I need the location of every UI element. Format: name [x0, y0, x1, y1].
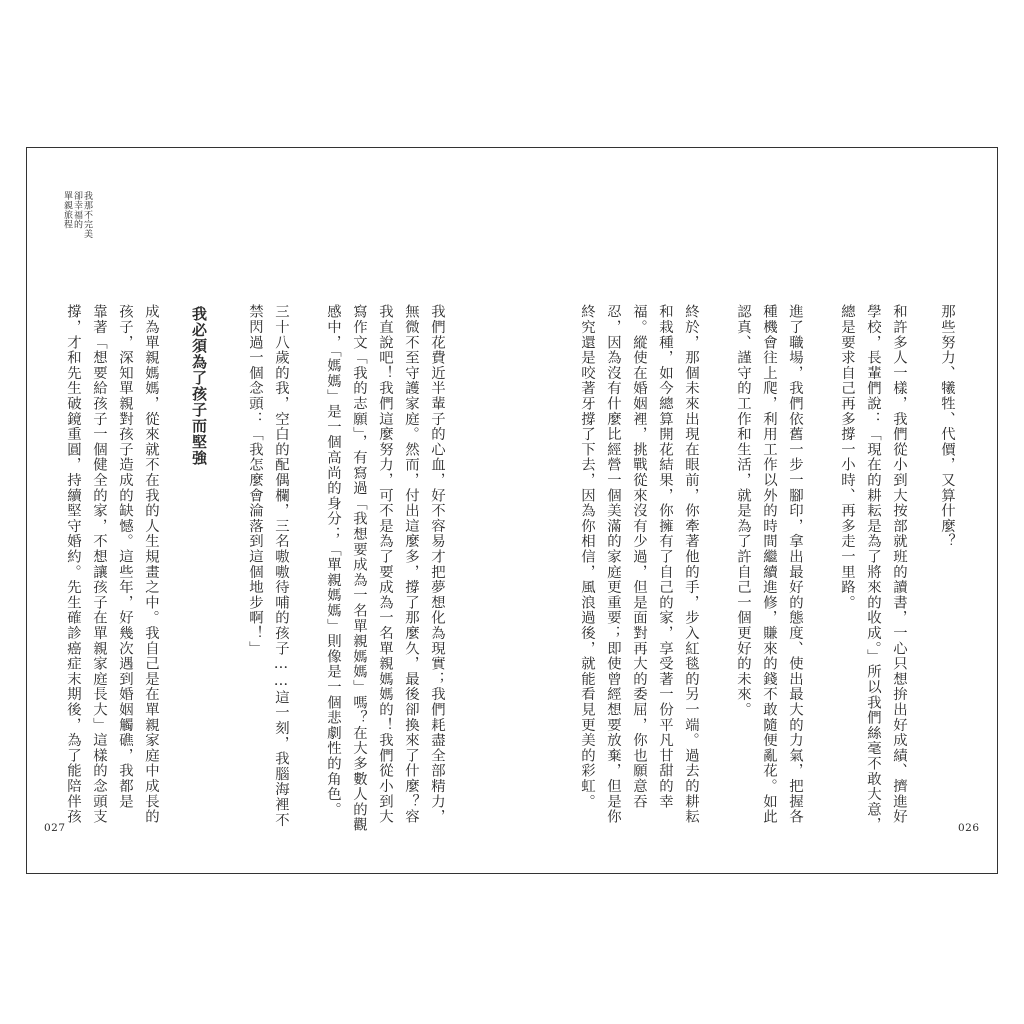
left-text-col: 禁閃過一個念頭：「我怎麼會淪落到這個地步啊！」 [247, 304, 263, 656]
right-text-col: 終於，那個未來出現在眼前，你牽著他的手，步入紅毯的另一端。過去的耕耘 [683, 304, 699, 825]
left-text-col: 感中，「媽媽」是一個高尚的身分；「單親媽媽」則像是一個悲劇性的角色。 [325, 304, 341, 817]
left-text-col: 寫作文「我的志願」，有寫過「我想要成為一名單親媽媽」嗎？在大多數人的觀 [351, 304, 367, 833]
left-text-col: 撐，才和先生破鏡重圓，持續堅守婚約。先生確診癌症末期後，為了能陪伴孩 [65, 304, 81, 825]
page-number-left: 027 [44, 822, 66, 834]
right-text-col: 種機會往上爬，利用工作以外的時間繼續進修，賺來的錢不敢隨便亂花。如此 [761, 304, 777, 825]
right-text-col: 總是要求自己再多撐一小時、再多走一里路。 [839, 304, 855, 610]
left-text-col: 無微不至守護家庭。然而，付出這麼多，撐了那麼久，最後卻換來了什麼？容 [403, 304, 419, 825]
section-heading: 我必須為了孩子而堅強 [190, 306, 208, 466]
right-text-col: 和許多人一樣，我們從小到大按部就班的讀書，一心只想拚出好成績、擠進好 [891, 304, 907, 825]
right-text-col: 和栽種，如今總算開花結果，你擁有了自己的家，享受著一份平凡甘甜的幸 [657, 304, 673, 809]
right-text-col: 學校，長輩們說：「現在的耕耘是為了將來的收成。」所以我們絲毫不敢大意， [865, 304, 881, 833]
running-title-line: 單親旅程 [62, 191, 72, 229]
right-text-col: 認真、謹守的工作和生活，就是為了許自己一個更好的未來。 [735, 304, 751, 718]
left-text-col: 成為單親媽媽，從來就不在我的人生規畫之中。我自己是在單親家庭中成長的 [143, 304, 159, 825]
right-text-col: 終究還是咬著牙撐了下去，因為你相信，風浪過後，就能看見更美的彩虹。 [579, 304, 595, 809]
right-text-col: 進了職場，我們依舊一步一腳印，拿出最好的態度、使出最大的力氣，把握各 [787, 304, 803, 825]
running-title-line: 卻幸福的 [72, 191, 82, 229]
left-text-col: 靠著「想要給孩子一個健全的家，不想讓孩子在單親家庭長大」這樣的念頭支 [91, 304, 107, 825]
left-text-col: 孩子，深知單親對孩子造成的缺憾。這些年，好幾次遇到婚姻觸礁，我都是 [117, 304, 133, 809]
right-text-col: 那些努力、犧牲、代價，又算什麼？ [939, 304, 955, 549]
left-text-col: 三十八歲的我，空白的配偶欄，三名嗷嗷待哺的孩子……這一刻，我腦海裡不 [273, 304, 289, 828]
right-text-col: 福。縱使在婚姻裡，挑戰從來沒有少過，但是面對再大的委屈，你也願意吞 [631, 304, 647, 809]
left-text-col: 我直說吧！我們這麼努力，可不是為了要成為一名單親媽媽的！我們從小到大 [377, 304, 393, 825]
left-text-col: 我們花費近半輩子的心血，好不容易才把夢想化為現實；我們耗盡全部精力， [429, 304, 445, 825]
right-text-col: 忍，因為沒有什麼比經營一個美滿的家庭更重要；即使曾經想要放棄，但是你 [605, 304, 621, 825]
page-number-right: 026 [958, 822, 980, 834]
running-title-line: 我那不完美 [82, 191, 92, 239]
